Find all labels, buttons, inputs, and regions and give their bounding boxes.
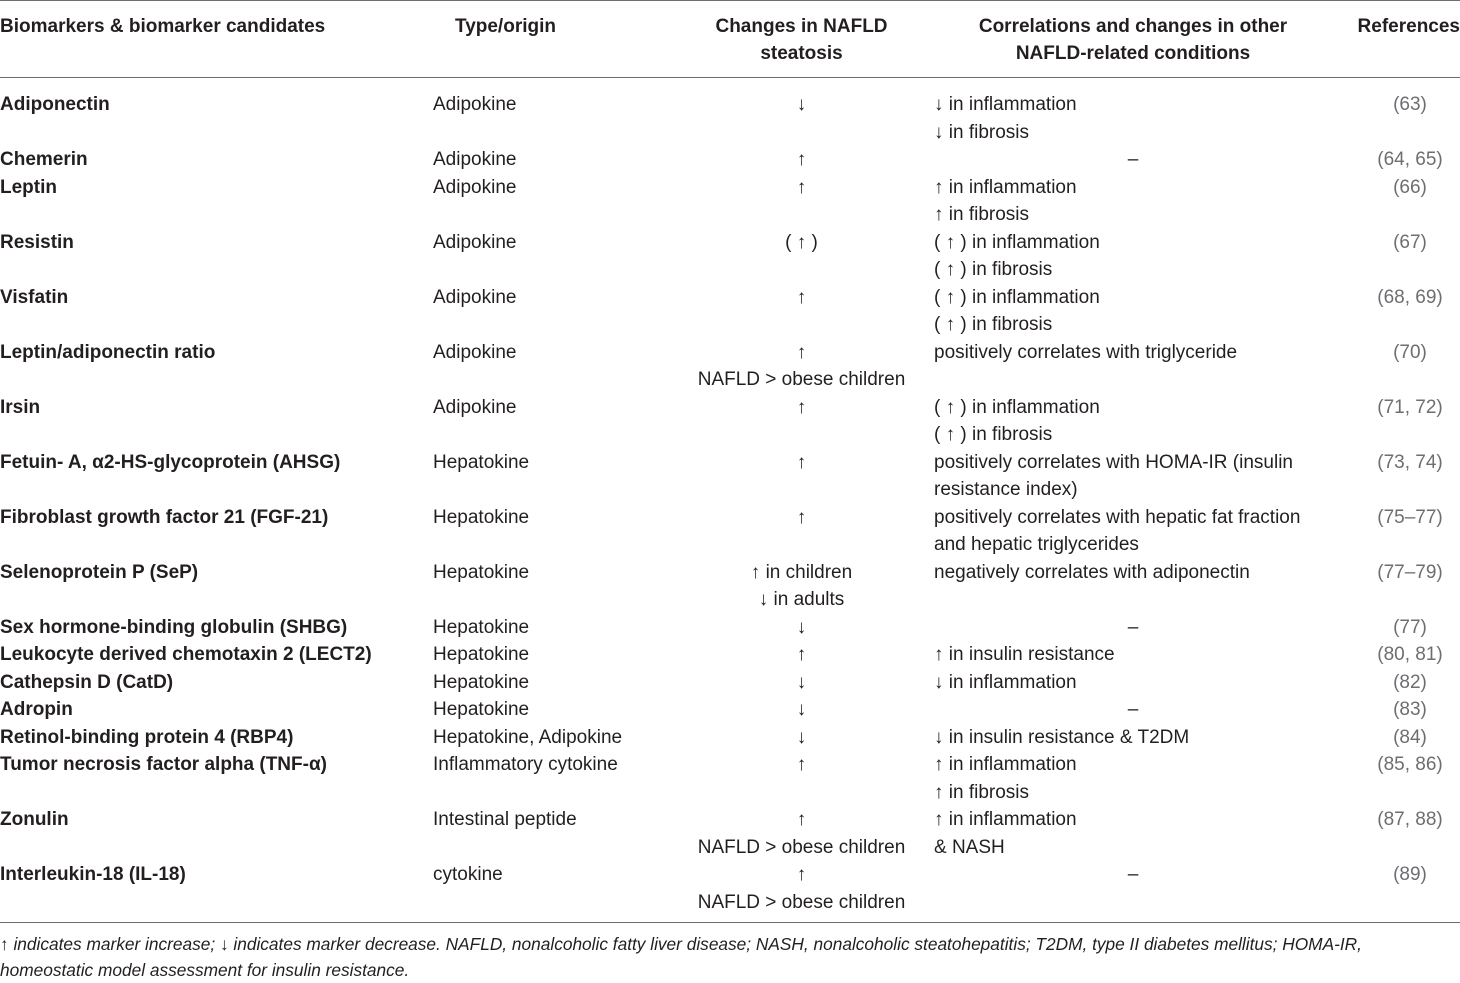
correlations [934, 641, 1332, 669]
references: (75–77) [1377, 506, 1443, 528]
steatosis-change [669, 861, 934, 926]
biomarker-name: Selenoprotein P (SeP) [0, 561, 199, 583]
steatosis-change-line: ↑ [796, 341, 807, 363]
correlations [934, 614, 1332, 642]
steatosis-change-line: ↑ [796, 396, 807, 418]
correlation-line: ↑ in fibrosis [934, 204, 1030, 225]
correlation-line: ( ↑ ) in inflammation [934, 231, 1100, 253]
steatosis-change-line: NAFLD > obese children [697, 836, 906, 858]
table-row [0, 806, 1460, 861]
header-changes-line2: steatosis [760, 43, 843, 64]
steatosis-change [669, 339, 934, 394]
biomarker-name: Sex hormone-binding globulin (SHBG) [0, 616, 348, 638]
steatosis-change [669, 806, 934, 861]
biomarker-type: Hepatokine [433, 616, 530, 638]
steatosis-change-line: ↑ [796, 754, 807, 775]
biomarker-name: Irsin [0, 396, 41, 418]
biomarker-name: Resistin [0, 231, 74, 253]
correlations [934, 174, 1332, 229]
correlation-line: – [1127, 699, 1139, 720]
biomarker-type: Hepatokine, Adipokine [433, 726, 623, 748]
steatosis-change-line: ↑ [796, 506, 807, 528]
correlation-line: – [1127, 864, 1139, 885]
references: (68, 69) [1377, 286, 1443, 308]
correlation-line: positively correlates with triglyceride [934, 341, 1238, 363]
table-row [0, 78, 1460, 147]
correlation-line: positively correlates with hepatic fat fraction [934, 506, 1301, 528]
footnote-text [0, 923, 1460, 983]
steatosis-change [669, 229, 934, 284]
references: (70) [1393, 341, 1427, 363]
biomarker-type: Adipokine [433, 396, 517, 418]
biomarker-name: Leptin/adiponectin ratio [0, 341, 216, 363]
steatosis-change-line: ↓ [796, 726, 807, 748]
table-footnote [0, 922, 1460, 983]
biomarker-name: Fetuin- A, α2-HS-glycoprotein (AHSG) [0, 451, 341, 473]
correlations [934, 504, 1332, 559]
header-correlations-line1: Correlations and changes in other [978, 16, 1288, 37]
steatosis-change-line: ↑ [796, 809, 807, 830]
references: (84) [1393, 726, 1427, 748]
steatosis-change [669, 751, 934, 806]
steatosis-change-line: ↓ [796, 671, 807, 693]
biomarker-type: Adipokine [433, 286, 517, 308]
steatosis-change-line: ↑ [796, 864, 807, 885]
steatosis-change-line: ↑ [796, 176, 807, 198]
correlation-line: ( ↑ ) in fibrosis [934, 314, 1053, 335]
steatosis-change-line: ↓ [796, 94, 807, 115]
table-header [0, 1, 1460, 78]
biomarker-type: Adipokine [433, 231, 517, 253]
correlation-line: ↓ in insulin resistance & T2DM [934, 726, 1190, 748]
table-row [0, 641, 1460, 669]
biomarker-name: Adiponectin [0, 94, 110, 115]
correlations [934, 696, 1332, 724]
biomarker-name: Retinol-binding protein 4 (RBP4) [0, 726, 294, 748]
correlation-line: ↓ in fibrosis [934, 121, 1030, 143]
steatosis-change-line: ( ↑ ) [785, 231, 818, 253]
correlation-line: positively correlates with HOMA-IR (insulin [934, 451, 1293, 473]
references: (77–79) [1377, 561, 1443, 583]
table-body [0, 78, 1460, 927]
correlation-line: ↑ in insulin resistance [934, 644, 1115, 665]
biomarker-name: Leptin [0, 176, 57, 198]
correlations [934, 806, 1332, 861]
steatosis-change-line: ↑ [796, 286, 807, 308]
steatosis-change [669, 78, 934, 147]
references: (83) [1393, 699, 1427, 720]
biomarker-type: Hepatokine [433, 451, 530, 473]
correlations [934, 229, 1332, 284]
biomarker-type: Intestinal peptide [433, 809, 577, 830]
steatosis-change-line: ↑ [796, 149, 807, 170]
steatosis-change-line: NAFLD > obese children [697, 369, 906, 390]
biomarker-type: Hepatokine [433, 699, 530, 720]
correlations [934, 284, 1332, 339]
correlations [934, 751, 1332, 806]
references: (73, 74) [1377, 451, 1443, 473]
steatosis-change [669, 174, 934, 229]
correlation-line: ( ↑ ) in fibrosis [934, 259, 1053, 280]
references: (67) [1393, 231, 1427, 253]
biomarker-name: Zonulin [0, 809, 69, 830]
correlations [934, 724, 1332, 752]
references: (63) [1393, 94, 1427, 115]
biomarker-name: Chemerin [0, 149, 88, 170]
correlation-line: ( ↑ ) in inflammation [934, 396, 1100, 418]
footnote-line2: homeostatic model assessment for insulin resistance. [0, 960, 410, 980]
correlation-line: ↓ in inflammation [934, 671, 1077, 693]
correlation-line: ↑ in fibrosis [934, 781, 1030, 803]
references: (80, 81) [1377, 644, 1443, 665]
steatosis-change [669, 696, 934, 724]
correlations [934, 669, 1332, 697]
correlations [934, 78, 1332, 147]
table-row [0, 146, 1460, 174]
correlation-line: ↑ in inflammation [934, 754, 1077, 775]
biomarker-name: Visfatin [0, 286, 69, 308]
correlation-line: – [1127, 149, 1139, 170]
table-row [0, 229, 1460, 284]
biomarker-name: Interleukin-18 (IL-18) [0, 864, 186, 885]
biomarker-type: Adipokine [433, 176, 517, 198]
table-row [0, 339, 1460, 394]
steatosis-change-line: ↓ [796, 699, 807, 720]
steatosis-change [669, 449, 934, 504]
biomarker-type: cytokine [433, 864, 503, 885]
steatosis-change-line: ↑ [796, 451, 807, 473]
table-row [0, 669, 1460, 697]
correlation-line: ↑ in inflammation [934, 176, 1077, 198]
correlations [934, 394, 1332, 449]
correlations [934, 861, 1332, 926]
table-row [0, 861, 1460, 926]
footnote-line1: ↑ indicates marker increase; ↓ indicates marker decrease. NAFLD, nonalcoholic fatty liver disease; NASH, nonalcoholic steatohepatitis; T2DM, type II diabetes mellitus; HOMA-IR, [0, 934, 1362, 954]
header-correlations [934, 1, 1332, 78]
header-correlations-line2: NAFLD-related conditions [1015, 43, 1251, 64]
references: (77) [1393, 616, 1427, 638]
steatosis-change-line: ↑ in children [750, 561, 853, 583]
table-row [0, 284, 1460, 339]
correlations [934, 449, 1332, 504]
biomarker-type: Hepatokine [433, 561, 530, 583]
table-row [0, 614, 1460, 642]
biomarker-name: Fibroblast growth factor 21 (FGF-21) [0, 506, 329, 528]
biomarker-type: Hepatokine [433, 644, 530, 665]
steatosis-change-line: ↓ in adults [758, 589, 845, 610]
table-row [0, 559, 1460, 614]
correlation-line: and hepatic triglycerides [934, 534, 1139, 555]
correlation-line: ( ↑ ) in inflammation [934, 286, 1100, 308]
steatosis-change [669, 724, 934, 752]
table-row [0, 394, 1460, 449]
biomarker-name: Adropin [0, 699, 73, 720]
steatosis-change [669, 284, 934, 339]
correlations [934, 559, 1332, 614]
biomarker-type: Adipokine [433, 341, 517, 363]
table-row [0, 449, 1460, 504]
steatosis-change [669, 504, 934, 559]
steatosis-change [669, 559, 934, 614]
references: (71, 72) [1377, 396, 1443, 418]
header-changes [669, 1, 934, 78]
biomarker-name: Tumor necrosis factor alpha (TNF-α) [0, 754, 327, 775]
references: (64, 65) [1377, 149, 1443, 170]
table-row [0, 696, 1460, 724]
table-row [0, 724, 1460, 752]
header-biomarker: Biomarkers & biomarker candidates [0, 1, 433, 78]
header-type: Type/origin [433, 1, 669, 78]
references: (89) [1393, 864, 1427, 885]
steatosis-change-line: NAFLD > obese children [697, 891, 906, 913]
steatosis-change-line: ↓ [796, 616, 807, 638]
steatosis-change [669, 614, 934, 642]
header-row [0, 1, 1460, 78]
header-references: References [1332, 1, 1460, 78]
steatosis-change [669, 146, 934, 174]
steatosis-change-line: ↑ [796, 644, 807, 665]
biomarker-type: Hepatokine [433, 671, 530, 693]
header-changes-line1: Changes in NAFLD [715, 16, 888, 37]
correlation-line: – [1127, 616, 1139, 638]
references: (85, 86) [1377, 754, 1443, 775]
steatosis-change [669, 669, 934, 697]
correlation-line: negatively correlates with adiponectin [934, 561, 1250, 583]
correlation-line: resistance index) [934, 479, 1078, 500]
correlations [934, 146, 1332, 174]
steatosis-change [669, 641, 934, 669]
biomarker-type: Inflammatory cytokine [433, 754, 618, 775]
references: (82) [1393, 671, 1427, 693]
correlation-line: ( ↑ ) in fibrosis [934, 424, 1053, 445]
correlation-line: ↓ in inflammation [934, 94, 1077, 115]
references: (66) [1393, 176, 1427, 198]
biomarker-type: Adipokine [433, 149, 517, 170]
table-row [0, 751, 1460, 806]
biomarker-type: Hepatokine [433, 506, 530, 528]
table-row [0, 174, 1460, 229]
biomarker-type: Adipokine [433, 94, 517, 115]
correlation-line: & NASH [934, 836, 1005, 858]
references: (87, 88) [1377, 809, 1443, 830]
biomarker-name: Cathepsin D (CatD) [0, 671, 174, 693]
correlations [934, 339, 1332, 394]
correlation-line: ↑ in inflammation [934, 809, 1077, 830]
table-row [0, 504, 1460, 559]
biomarker-name: Leukocyte derived chemotaxin 2 (LECT2) [0, 644, 372, 665]
steatosis-change [669, 394, 934, 449]
